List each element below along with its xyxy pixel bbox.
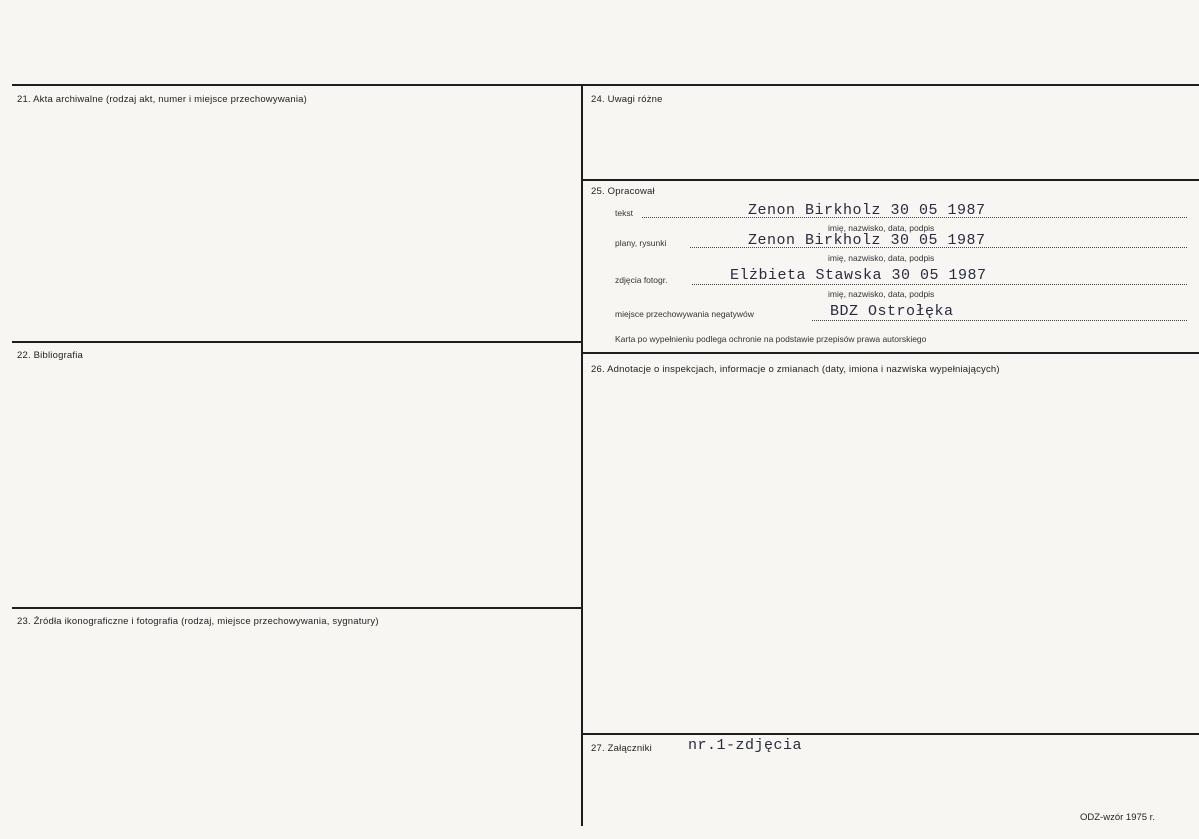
divider-center <box>581 84 583 826</box>
plany-label: plany, rysunki <box>615 238 667 248</box>
section-25-label: 25. Opracował <box>591 186 655 197</box>
tekst-label: tekst <box>615 208 633 218</box>
divider-26-27 <box>583 733 1199 735</box>
section-27-label: 27. Załączniki <box>591 743 652 754</box>
zdjecia-label: zdjęcia fotogr. <box>615 275 668 285</box>
zdjecia-caption: imię, nazwisko, data, podpis <box>828 289 935 299</box>
tekst-value: Zenon Birkholz 30 05 1987 <box>748 202 986 219</box>
divider-25-26 <box>583 352 1199 354</box>
section-24-label: 24. Uwagi różne <box>591 94 663 105</box>
plany-caption: imię, nazwisko, data, podpis <box>828 253 935 263</box>
negatywy-dotted-line <box>812 320 1187 321</box>
zdjecia-dotted-line <box>692 284 1187 285</box>
divider-21-22 <box>12 341 581 343</box>
divider-22-23 <box>12 607 581 609</box>
divider-24-25 <box>583 179 1199 181</box>
copyright-notice: Karta po wypełnieniu podlega ochronie na podstawie przepisów prawa autorskiego <box>615 334 927 344</box>
section-23-label: 23. Źródła ikonograficzne i fotografia (rodzaj, miejsce przechowywania, sygnatury) <box>17 616 379 627</box>
form-template-footer: ODZ-wzór 1975 r. <box>1080 812 1155 823</box>
tekst-caption: imię, nazwisko, data, podpis <box>828 223 935 233</box>
zdjecia-value: Elżbieta Stawska 30 05 1987 <box>730 267 987 284</box>
section-21-label: 21. Akta archiwalne (rodzaj akt, numer i miejsce przechowywania) <box>17 94 308 105</box>
section-26-label: 26. Adnotacje o inspekcjach, informacje o zmianach (daty, imiona i nazwiska wypełniających) <box>591 364 1000 375</box>
divider-top <box>12 84 1199 86</box>
negatywy-value: BDZ Ostrołęka <box>830 303 954 320</box>
attachments-value: nr.1-zdjęcia <box>688 737 803 754</box>
plany-value: Zenon Birkholz 30 05 1987 <box>748 232 986 249</box>
negatywy-label: miejsce przechowywania negatywów <box>615 309 754 319</box>
section-22-label: 22. Bibliografia <box>17 350 84 361</box>
